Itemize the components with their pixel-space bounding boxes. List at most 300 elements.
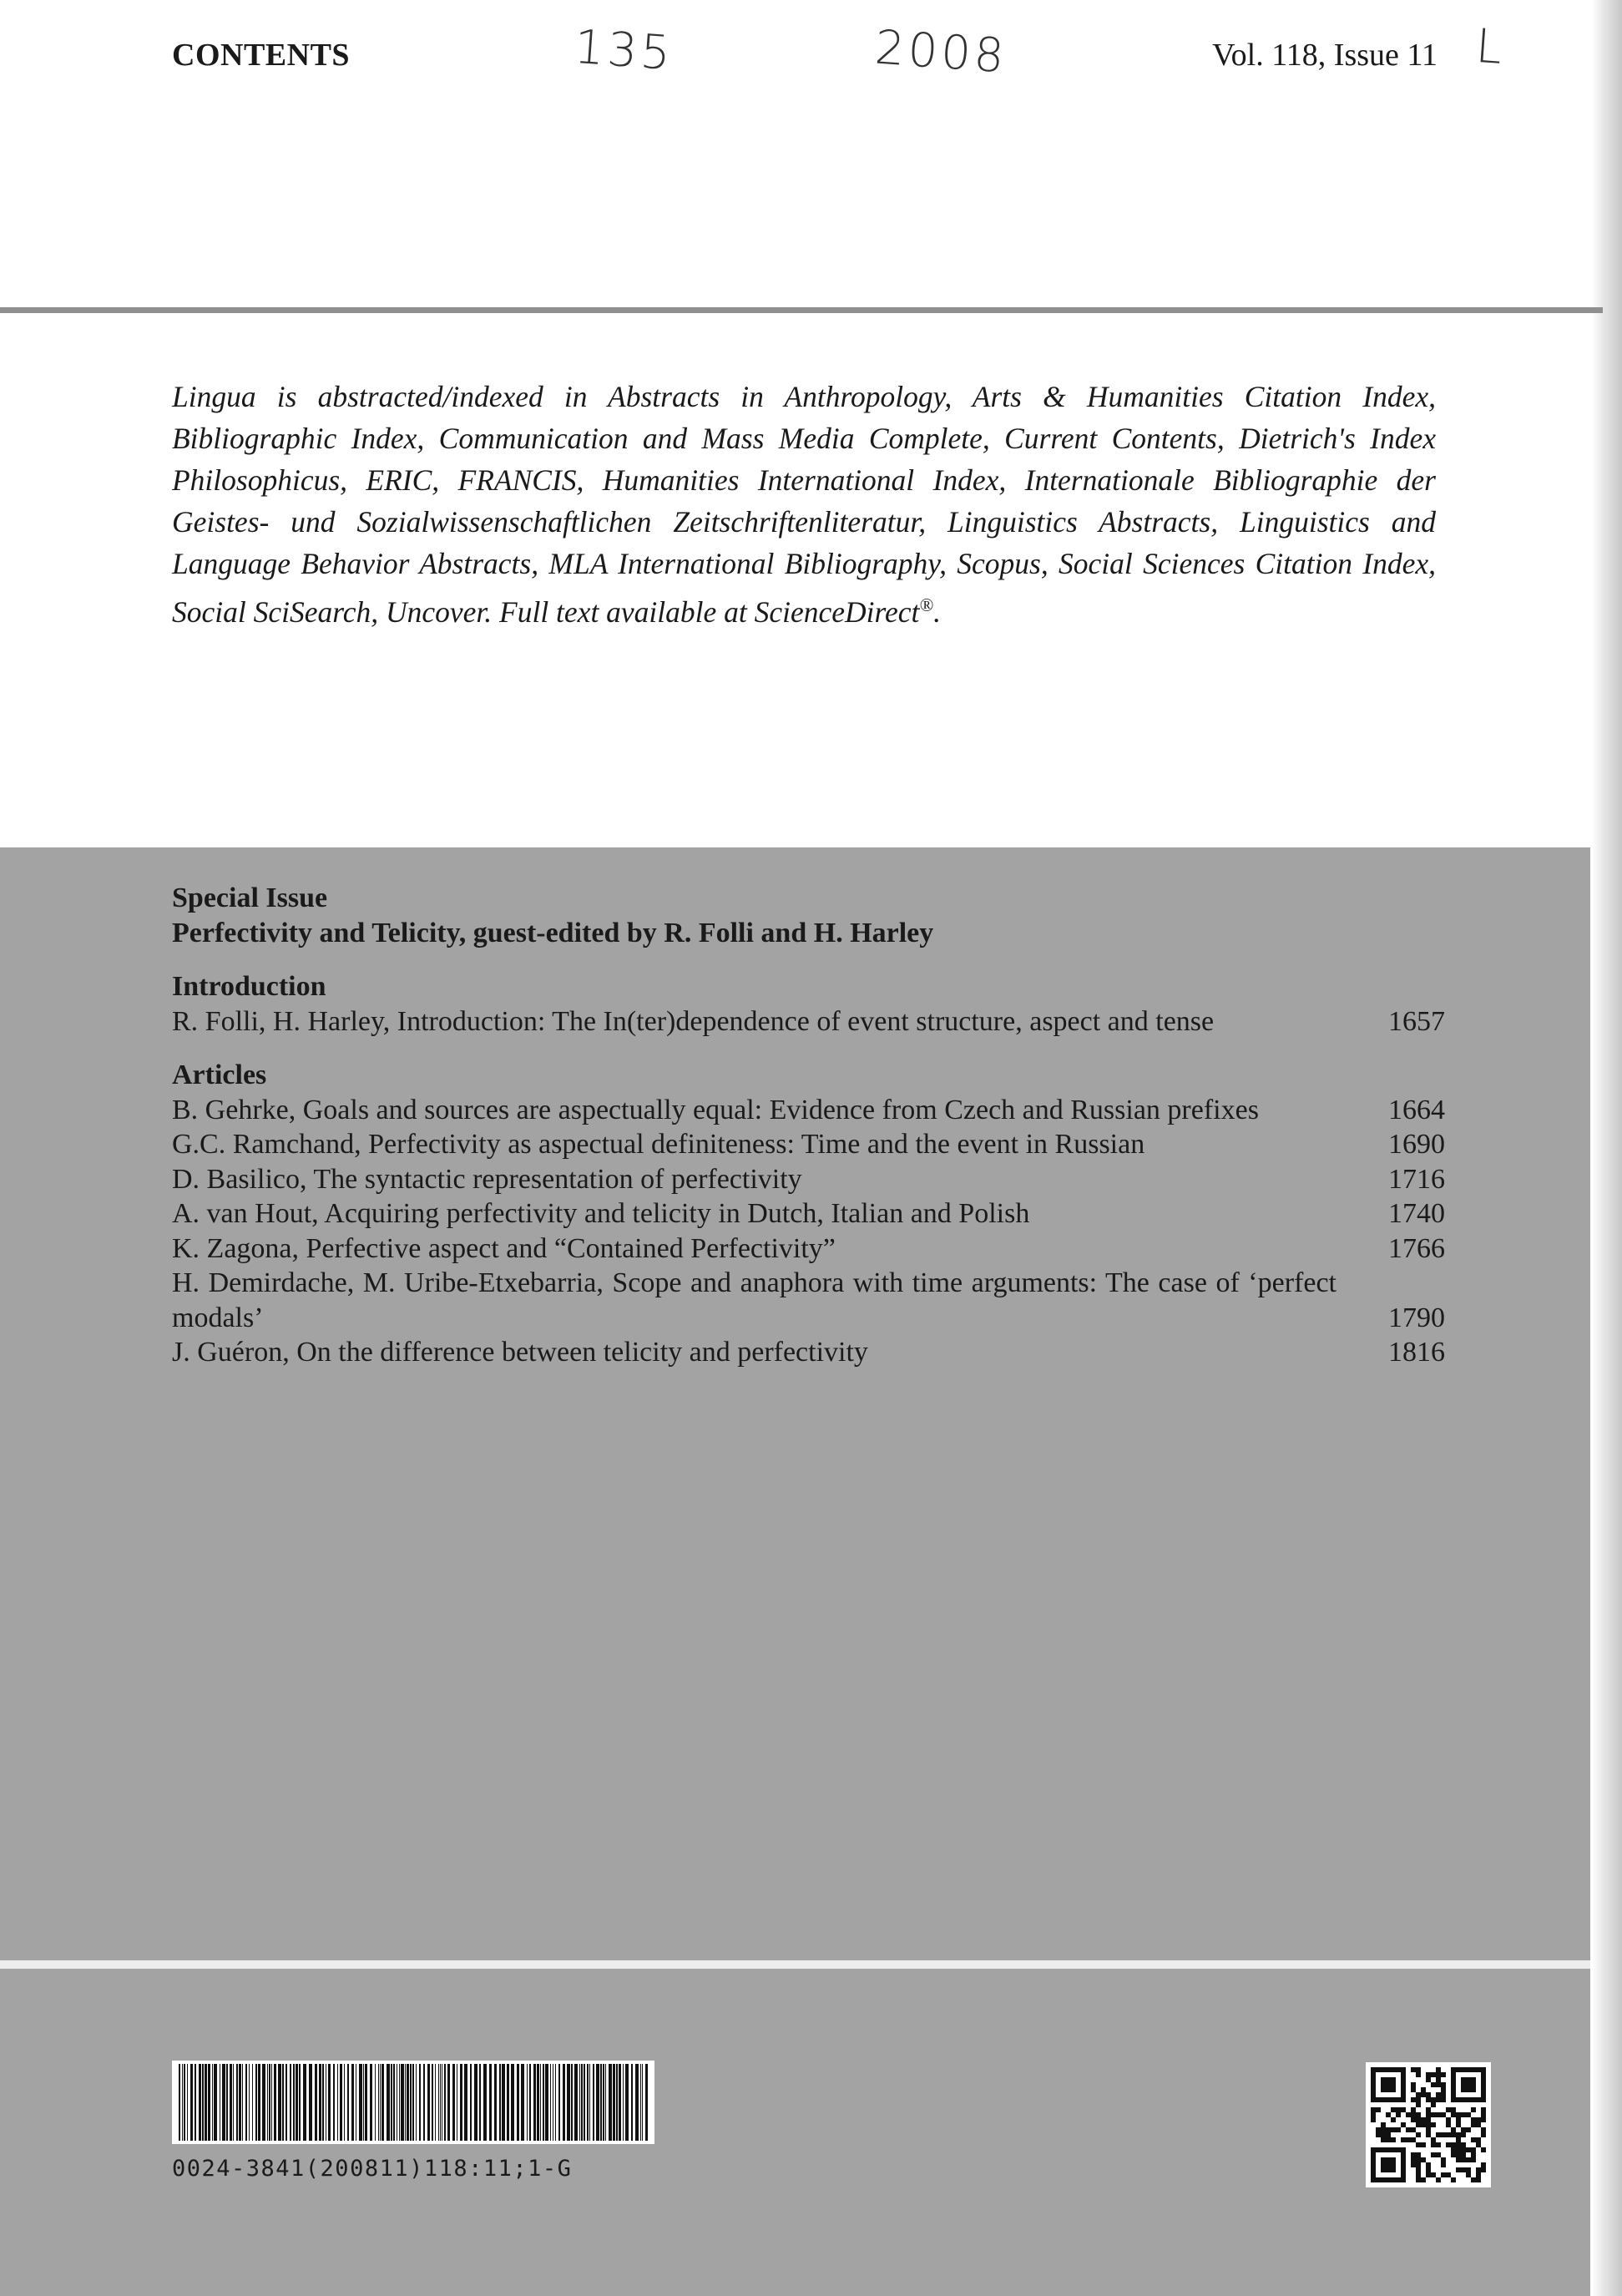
qr-module xyxy=(1421,2122,1426,2127)
qr-module xyxy=(1391,2147,1396,2152)
barcode-bar xyxy=(405,2064,406,2141)
barcode-bar xyxy=(438,2064,439,2141)
qr-module xyxy=(1451,2097,1456,2102)
qr-module xyxy=(1436,2072,1441,2077)
qr-module xyxy=(1476,2177,1481,2182)
qr-module xyxy=(1371,2082,1376,2087)
qr-module xyxy=(1371,2077,1376,2082)
qr-module xyxy=(1456,2132,1461,2137)
barcode-bar xyxy=(416,2064,417,2141)
barcode-bar xyxy=(419,2064,421,2141)
qr-module xyxy=(1371,2087,1376,2092)
qr-module xyxy=(1381,2077,1386,2082)
qr-module xyxy=(1456,2167,1461,2172)
qr-module xyxy=(1431,2142,1436,2147)
qr-module xyxy=(1431,2102,1436,2107)
barcode-bar xyxy=(391,2064,392,2141)
introduction-heading: Introduction xyxy=(172,971,326,1002)
qr-module xyxy=(1456,2067,1461,2072)
barcode-bar xyxy=(619,2064,621,2141)
qr-module xyxy=(1471,2117,1476,2122)
qr-module xyxy=(1371,2147,1376,2152)
qr-module xyxy=(1411,2067,1416,2072)
barcode-bar xyxy=(545,2064,548,2141)
entry-title: R. Folli, H. Harley, Introduction: The In(ter)dependence of event structure, aspect and tense xyxy=(172,1006,1215,1037)
barcode-bar xyxy=(387,2064,390,2141)
barcode-bar xyxy=(529,2064,531,2141)
qr-module xyxy=(1411,2162,1416,2167)
qr-module xyxy=(1401,2137,1406,2142)
qr-module xyxy=(1386,2082,1391,2087)
barcode-bar xyxy=(574,2064,578,2141)
registered-mark: ® xyxy=(919,594,934,615)
qr-module xyxy=(1416,2117,1421,2122)
qr-module xyxy=(1401,2157,1406,2162)
qr-module xyxy=(1401,2092,1406,2097)
qr-module xyxy=(1371,2172,1376,2177)
qr-module xyxy=(1431,2082,1436,2087)
qr-module xyxy=(1426,2072,1431,2077)
toc-entry xyxy=(172,1266,1445,1335)
qr-module xyxy=(1436,2142,1441,2147)
barcode-bar xyxy=(365,2064,367,2141)
barcode-bar xyxy=(464,2064,467,2141)
qr-module xyxy=(1456,2122,1461,2127)
barcode-bar xyxy=(642,2064,643,2141)
qr-module xyxy=(1451,2107,1456,2112)
barcode-bar xyxy=(208,2064,210,2141)
qr-module xyxy=(1411,2127,1416,2132)
qr-module xyxy=(1396,2127,1401,2132)
qr-module xyxy=(1416,2152,1421,2157)
qr-module xyxy=(1411,2107,1416,2112)
qr-module xyxy=(1466,2127,1471,2132)
barcode-bar xyxy=(589,2064,590,2141)
barcode-bar xyxy=(550,2064,551,2141)
barcode-bar xyxy=(179,2064,180,2141)
qr-module xyxy=(1461,2132,1466,2137)
qr-module xyxy=(1421,2087,1426,2092)
qr-module xyxy=(1371,2072,1376,2077)
barcode-bar xyxy=(278,2064,281,2141)
barcode-bar xyxy=(579,2064,580,2141)
entry-title: A. van Hout, Acquiring perfectivity and telicity in Dutch, Italian and Polish xyxy=(172,1198,1030,1229)
entry-title: H. Demirdache, M. Uribe-Etxebarria, Scope and anaphora with time arguments: The case of ‘perfect modals’ xyxy=(172,1267,1337,1333)
qr-module xyxy=(1396,2097,1401,2102)
special-issue-title: Perfectivity and Telicity, guest-edited by R. Folli and H. Harley xyxy=(172,918,934,948)
barcode-bar xyxy=(427,2064,430,2141)
qr-module xyxy=(1371,2112,1376,2117)
qr-module xyxy=(1396,2067,1401,2072)
qr-module xyxy=(1431,2152,1436,2157)
barcode-bar xyxy=(309,2064,312,2141)
qr-module xyxy=(1481,2097,1486,2102)
qr-module xyxy=(1471,2147,1476,2152)
qr-module xyxy=(1461,2127,1466,2132)
barcode-bar xyxy=(195,2064,196,2141)
qr-module xyxy=(1471,2152,1476,2157)
barcode-bar xyxy=(296,2064,298,2141)
qr-module xyxy=(1396,2112,1401,2117)
barcode-bar xyxy=(410,2064,412,2141)
barcode-bar xyxy=(255,2064,257,2141)
qr-module xyxy=(1481,2077,1486,2082)
barcode-bar xyxy=(401,2064,404,2141)
qr-module xyxy=(1426,2127,1431,2132)
qr-module xyxy=(1406,2137,1411,2142)
barcode-bar xyxy=(363,2064,364,2141)
barcode-bar xyxy=(507,2064,509,2141)
toc-entry xyxy=(172,1093,1445,1128)
qr-module xyxy=(1471,2082,1476,2087)
qr-module xyxy=(1421,2157,1426,2162)
qr-module xyxy=(1391,2157,1396,2162)
qr-module xyxy=(1441,2172,1446,2177)
qr-module xyxy=(1416,2122,1421,2127)
barcode-bar xyxy=(378,2064,379,2141)
qr-module xyxy=(1436,2177,1441,2182)
qr-module xyxy=(1481,2072,1486,2077)
qr-module xyxy=(1461,2142,1466,2147)
barcode-bar xyxy=(593,2064,594,2141)
barcode-bar xyxy=(340,2064,342,2141)
qr-module xyxy=(1481,2092,1486,2097)
toc-entry xyxy=(172,1127,1445,1162)
qr-module xyxy=(1386,2137,1391,2142)
barcode-bar xyxy=(337,2064,338,2141)
qr-module xyxy=(1401,2152,1406,2157)
barcode-bar xyxy=(407,2064,409,2141)
barcode-bar xyxy=(489,2064,492,2141)
barcode-bar xyxy=(381,2064,384,2141)
qr-module xyxy=(1376,2127,1381,2132)
qr-module xyxy=(1426,2107,1431,2112)
qr-module xyxy=(1466,2147,1471,2152)
barcode-bar xyxy=(521,2064,524,2141)
qr-module xyxy=(1466,2167,1471,2172)
qr-module xyxy=(1416,2162,1421,2167)
qr-module xyxy=(1391,2087,1396,2092)
barcode-bar xyxy=(527,2064,528,2141)
qr-module xyxy=(1476,2167,1481,2172)
qr-module xyxy=(1471,2137,1476,2142)
qr-module xyxy=(1456,2142,1461,2147)
barcode-bar xyxy=(555,2064,556,2141)
qr-module xyxy=(1381,2087,1386,2092)
qr-module xyxy=(1401,2072,1406,2077)
barcode-bar xyxy=(563,2064,565,2141)
qr-module xyxy=(1421,2117,1426,2122)
qr-module xyxy=(1376,2177,1381,2182)
qr-module xyxy=(1471,2067,1476,2072)
qr-module xyxy=(1481,2132,1486,2137)
barcode-bar xyxy=(609,2064,612,2141)
qr-module xyxy=(1396,2147,1401,2152)
qr-module xyxy=(1411,2157,1416,2162)
qr-module xyxy=(1476,2067,1481,2072)
qr-module xyxy=(1446,2107,1451,2112)
barcode-bar xyxy=(540,2064,541,2141)
handwritten-note-2: 2008 xyxy=(872,20,1009,84)
barcode-bar xyxy=(537,2064,539,2141)
qr-module xyxy=(1381,2122,1386,2127)
qr-module xyxy=(1441,2087,1446,2092)
entry-page: 1816 xyxy=(1388,1337,1445,1368)
qr-module xyxy=(1401,2167,1406,2172)
qr-module xyxy=(1386,2097,1391,2102)
qr-module xyxy=(1401,2087,1406,2092)
qr-module xyxy=(1436,2092,1441,2097)
entry-title: K. Zagona, Perfective aspect and “Contained Perfectivity” xyxy=(172,1232,836,1264)
qr-module xyxy=(1386,2087,1391,2092)
qr-module xyxy=(1451,2082,1456,2087)
qr-module xyxy=(1461,2112,1466,2117)
qr-module xyxy=(1451,2142,1456,2147)
qr-module xyxy=(1451,2067,1456,2072)
qr-module xyxy=(1426,2172,1431,2177)
barcode-bar xyxy=(202,2064,204,2141)
barcode-number: 0024-3841(200811)118:11;1-G xyxy=(172,2156,573,2182)
qr-module xyxy=(1391,2077,1396,2082)
qr-module xyxy=(1466,2172,1471,2177)
qr-module xyxy=(1446,2122,1451,2127)
qr-module xyxy=(1371,2157,1376,2162)
qr-module xyxy=(1376,2147,1381,2152)
qr-module xyxy=(1431,2112,1436,2117)
barcode-bar xyxy=(571,2064,573,2141)
qr-module xyxy=(1481,2082,1486,2087)
qr-module xyxy=(1456,2112,1461,2117)
entry-page: 1690 xyxy=(1388,1129,1445,1160)
entry-page: 1740 xyxy=(1388,1198,1445,1229)
qr-module xyxy=(1406,2127,1411,2132)
qr-module xyxy=(1386,2127,1391,2132)
qr-module xyxy=(1391,2107,1396,2112)
qr-module xyxy=(1376,2107,1381,2112)
barcode-bar xyxy=(517,2064,519,2141)
qr-module xyxy=(1411,2117,1416,2122)
barcode-bar xyxy=(222,2064,225,2141)
qr-module xyxy=(1411,2087,1416,2092)
qr-module xyxy=(1396,2107,1401,2112)
qr-module xyxy=(1481,2112,1486,2117)
table-of-contents xyxy=(172,881,1445,1370)
barcode-bar xyxy=(205,2064,207,2141)
entry-page: 1664 xyxy=(1388,1094,1445,1125)
qr-module xyxy=(1471,2122,1476,2127)
qr-module xyxy=(1391,2177,1396,2182)
barcode-bar xyxy=(623,2064,624,2141)
barcode-bar xyxy=(447,2064,450,2141)
barcode-bar xyxy=(214,2064,217,2141)
qr-module xyxy=(1466,2097,1471,2102)
qr-module xyxy=(1426,2097,1431,2102)
barcode-bar xyxy=(322,2064,324,2141)
barcode-bar xyxy=(351,2064,354,2141)
barcode-bar xyxy=(262,2064,265,2141)
qr-module xyxy=(1381,2167,1386,2172)
qr-module xyxy=(1371,2092,1376,2097)
qr-module xyxy=(1386,2067,1391,2072)
qr-module xyxy=(1471,2097,1476,2102)
qr-module xyxy=(1391,2127,1396,2132)
qr-module xyxy=(1446,2132,1451,2137)
top-divider xyxy=(0,307,1603,313)
barcode-bar xyxy=(494,2064,497,2141)
qr-module xyxy=(1411,2097,1416,2102)
qr-module xyxy=(1466,2087,1471,2092)
barcode-bar xyxy=(533,2064,536,2141)
barcode-bar xyxy=(315,2064,317,2141)
toc-entry xyxy=(172,1162,1445,1197)
entry-title: J. Guéron, On the difference between telicity and perfectivity xyxy=(172,1337,868,1368)
qr-module xyxy=(1416,2067,1421,2072)
handwritten-note-1: 135 xyxy=(572,19,676,82)
qr-module xyxy=(1401,2107,1406,2112)
qr-module xyxy=(1461,2087,1466,2092)
qr-module xyxy=(1471,2157,1476,2162)
barcode-bar xyxy=(584,2064,585,2141)
handwritten-note-3: L xyxy=(1473,18,1508,76)
qr-module xyxy=(1426,2117,1431,2122)
barcode-bar xyxy=(344,2064,345,2141)
barcode-bar xyxy=(399,2064,400,2141)
qr-module xyxy=(1456,2147,1461,2152)
qr-module xyxy=(1426,2092,1431,2097)
qr-module xyxy=(1381,2162,1386,2167)
toc-entry xyxy=(172,1231,1445,1267)
qr-module xyxy=(1476,2097,1481,2102)
entry-page: 1716 xyxy=(1388,1163,1445,1195)
qr-module xyxy=(1466,2067,1471,2072)
qr-module xyxy=(1416,2102,1421,2107)
page-edge-shadow xyxy=(1592,0,1622,2296)
qr-module xyxy=(1431,2072,1436,2077)
barcode-bar xyxy=(230,2064,232,2141)
qr-module xyxy=(1401,2097,1406,2102)
qr-module xyxy=(1446,2142,1451,2147)
qr-module xyxy=(1441,2112,1446,2117)
qr-module xyxy=(1436,2152,1441,2157)
barcode-bar xyxy=(567,2064,570,2141)
barcode-bar xyxy=(303,2064,306,2141)
barcode-bar xyxy=(269,2064,270,2141)
qr-module xyxy=(1441,2157,1446,2162)
barcode-bar xyxy=(285,2064,287,2141)
qr-module xyxy=(1456,2157,1461,2162)
qr-module xyxy=(1426,2162,1431,2167)
qr-module xyxy=(1411,2137,1416,2142)
barcode-bar xyxy=(249,2064,250,2141)
barcode-bar xyxy=(625,2064,629,2141)
entry-title: G.C. Ramchand, Perfectivity as aspectual definiteness: Time and the event in Russian xyxy=(172,1129,1145,1160)
qr-module xyxy=(1381,2157,1386,2162)
barcode-bar xyxy=(299,2064,301,2141)
qr-module xyxy=(1381,2127,1386,2132)
qr-module xyxy=(1461,2097,1466,2102)
qr-module xyxy=(1406,2112,1411,2117)
barcode-bar xyxy=(233,2064,234,2141)
barcode-bar xyxy=(483,2064,487,2141)
barcode-bar xyxy=(252,2064,253,2141)
toc-entry xyxy=(172,1196,1445,1231)
qr-module xyxy=(1461,2147,1466,2152)
qr-module xyxy=(1391,2082,1396,2087)
barcode-bar xyxy=(440,2064,441,2141)
toc-entry xyxy=(172,1335,1445,1370)
barcode-bar xyxy=(239,2064,241,2141)
qr-module xyxy=(1386,2132,1391,2137)
qr-module xyxy=(1421,2092,1426,2097)
barcode-bar xyxy=(603,2064,604,2141)
entry-title: B. Gehrke, Goals and sources are aspectually equal: Evidence from Czech and Russian prefixes xyxy=(172,1094,1259,1125)
qr-module xyxy=(1401,2162,1406,2167)
qr-module xyxy=(1416,2172,1421,2177)
qr-module xyxy=(1401,2177,1406,2182)
qr-module xyxy=(1381,2067,1386,2072)
indexing-statement xyxy=(172,376,1436,633)
qr-module xyxy=(1466,2077,1471,2082)
toc-entry xyxy=(172,1004,1445,1039)
qr-module xyxy=(1391,2167,1396,2172)
barcode-bar xyxy=(640,2064,641,2141)
barcode-bar xyxy=(645,2064,648,2141)
barcode-bar xyxy=(596,2064,599,2141)
barcode-bar xyxy=(370,2064,372,2141)
barcode-bar xyxy=(393,2064,395,2141)
barcode-bar xyxy=(635,2064,639,2141)
barcode-bar xyxy=(271,2064,272,2141)
indexing-text: Lingua is abstracted/indexed in Abstracts in Anthropology, Arts & Humanities Citation Index, Bibliographic Index, Communication and Mass Media Complete, Current Contents, Dietrich's Index Philosophicus, ERIC, FRANCIS, Humanities International Index, Internationale Bibliographie der Geistes- und Sozialwissenschaftlichen Zeitschriftenliteratur, Linguistics Abstracts, Linguistics and Language Behavior Abstracts, MLA International Bibliography, Scopus, Social Sciences Citation Index, Social SciSearch, Uncover. Full text available at ScienceDirect xyxy=(172,380,1436,629)
qr-module xyxy=(1481,2162,1486,2167)
qr-module xyxy=(1431,2097,1436,2102)
qr-module xyxy=(1436,2082,1441,2087)
qr-module xyxy=(1416,2167,1421,2172)
qr-module xyxy=(1386,2077,1391,2082)
qr-module xyxy=(1441,2072,1446,2077)
qr-module xyxy=(1421,2142,1426,2147)
qr-module xyxy=(1461,2152,1466,2157)
qr-module xyxy=(1386,2157,1391,2162)
qr-module xyxy=(1391,2137,1396,2142)
qr-module xyxy=(1426,2122,1431,2127)
barcode-bar xyxy=(444,2064,446,2141)
qr-module xyxy=(1441,2092,1446,2097)
qr-module xyxy=(1371,2167,1376,2172)
qr-module xyxy=(1416,2092,1421,2097)
qr-module xyxy=(1471,2107,1476,2112)
qr-module xyxy=(1481,2147,1486,2152)
qr-module xyxy=(1416,2142,1421,2147)
barcode-bar xyxy=(282,2064,284,2141)
qr-module xyxy=(1481,2127,1486,2132)
qr-module xyxy=(1381,2177,1386,2182)
qr-module xyxy=(1371,2162,1376,2167)
qr-module xyxy=(1401,2077,1406,2082)
qr-module xyxy=(1411,2112,1416,2117)
qr-module xyxy=(1381,2082,1386,2087)
qr-module xyxy=(1436,2132,1441,2137)
qr-module xyxy=(1446,2172,1451,2177)
barcode-bar xyxy=(558,2064,560,2141)
barcode xyxy=(172,2061,654,2144)
qr-module xyxy=(1401,2172,1406,2177)
qr-module xyxy=(1426,2132,1431,2137)
qr-module xyxy=(1391,2162,1396,2167)
qr-module xyxy=(1416,2072,1421,2077)
barcode-bar xyxy=(474,2064,478,2141)
barcode-bar xyxy=(460,2064,462,2141)
